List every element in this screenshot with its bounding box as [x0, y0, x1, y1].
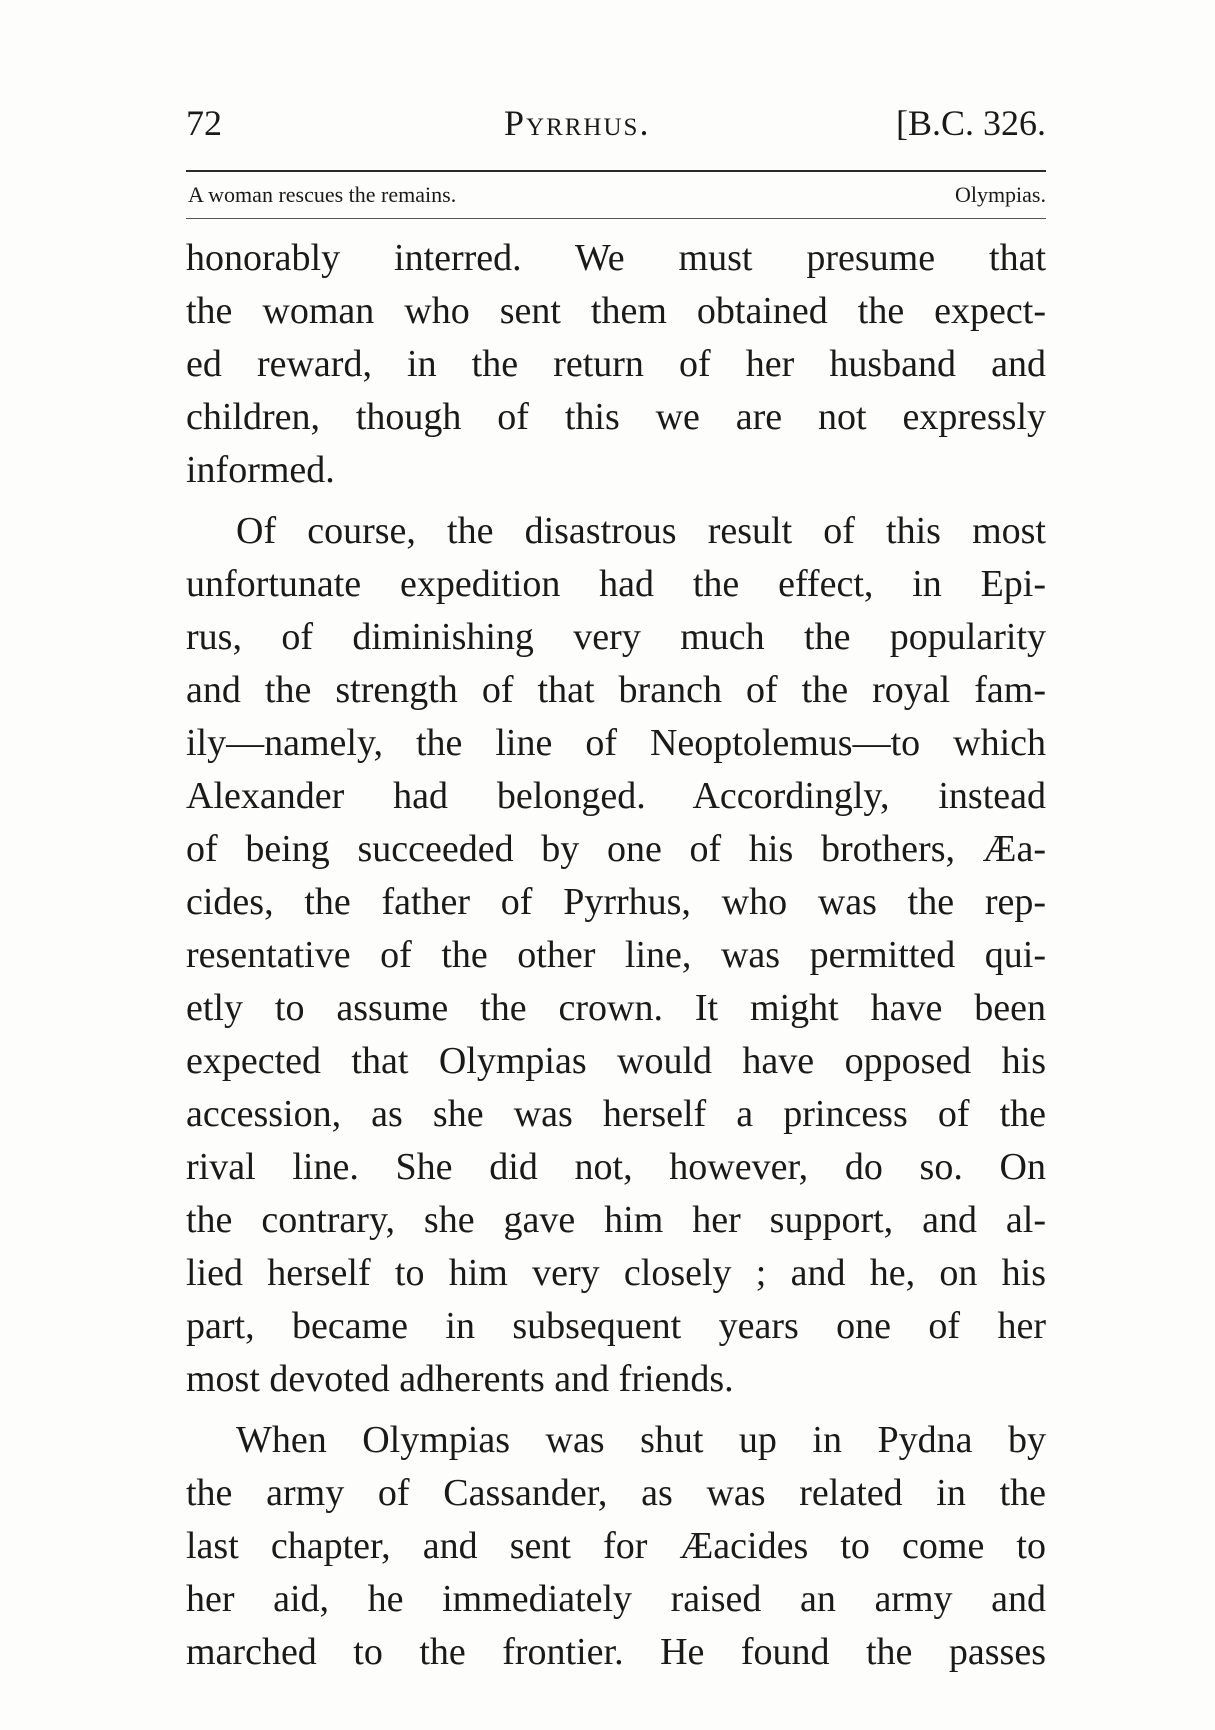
text-line: informed.	[186, 449, 335, 491]
marginal-summary	[188, 180, 1046, 210]
text-line: lied herself to him very closely ; and he, on his	[186, 1252, 1046, 1294]
text-line: rival line. She did not, however, do so. On	[186, 1146, 1046, 1188]
text-line: expected that Olympias would have opposed his	[186, 1040, 1046, 1082]
text-line: honorably interred. We must presume that	[186, 237, 1046, 279]
text-line: ed reward, in the return of her husband and	[186, 343, 1046, 385]
text-line: part, became in subsequent years one of her	[186, 1305, 1046, 1347]
text-line: etly to assume the crown. It might have been	[186, 987, 1046, 1029]
running-head	[186, 100, 1046, 146]
paragraph-gap	[186, 1406, 1046, 1414]
text-line: When Olympias was shut up in Pydna by	[236, 1419, 1046, 1461]
text-line: last chapter, and sent for Æacides to come to	[186, 1525, 1046, 1567]
text-line: children, though of this we are not expressly	[186, 396, 1046, 438]
text-line: cides, the father of Pyrrhus, who was the rep-	[186, 881, 1046, 923]
text-line: of being succeeded by one of his brothers, Æa-	[186, 828, 1046, 870]
text-line: marched to the frontier. He found the passes	[186, 1631, 1046, 1673]
header-rule-top	[186, 170, 1046, 172]
paragraph-3	[186, 1414, 1046, 1679]
side-note-left: A woman rescues the remains.	[188, 182, 457, 207]
paragraph-1	[186, 232, 1046, 497]
text-line: the army of Cassander, as was related in the	[186, 1472, 1046, 1514]
header-rule-bottom	[186, 218, 1046, 219]
side-note-right: Olympias.	[954, 182, 1046, 207]
date-label: [B.C. 326.	[895, 103, 1046, 143]
text-line: unfortunate expedition had the effect, in Epi-	[186, 563, 1046, 605]
text-line: ily—namely, the line of Neoptolemus—to which	[186, 722, 1046, 764]
text-line: Of course, the disastrous result of this most	[236, 510, 1046, 552]
text-line: accession, as she was herself a princess of the	[186, 1093, 1046, 1135]
text-line: the woman who sent them obtained the expect-	[186, 290, 1046, 332]
text-line: her aid, he immediately raised an army and	[186, 1578, 1046, 1620]
paragraph-2	[186, 505, 1046, 1406]
text-line: most devoted adherents and friends.	[186, 1358, 734, 1400]
body-text	[186, 232, 1046, 1679]
text-line: and the strength of that branch of the royal fam-	[186, 669, 1046, 711]
paragraph-gap	[186, 497, 1046, 505]
text-line: rus, of diminishing very much the popularity	[186, 616, 1046, 658]
text-line: resentative of the other line, was permitted qui-	[186, 934, 1046, 976]
text-line: the contrary, she gave him her support, and al-	[186, 1199, 1046, 1241]
text-line: Alexander had belonged. Accordingly, instead	[186, 775, 1046, 817]
book-title: Pyrrhus.	[504, 103, 651, 143]
page-number: 72	[186, 103, 222, 143]
